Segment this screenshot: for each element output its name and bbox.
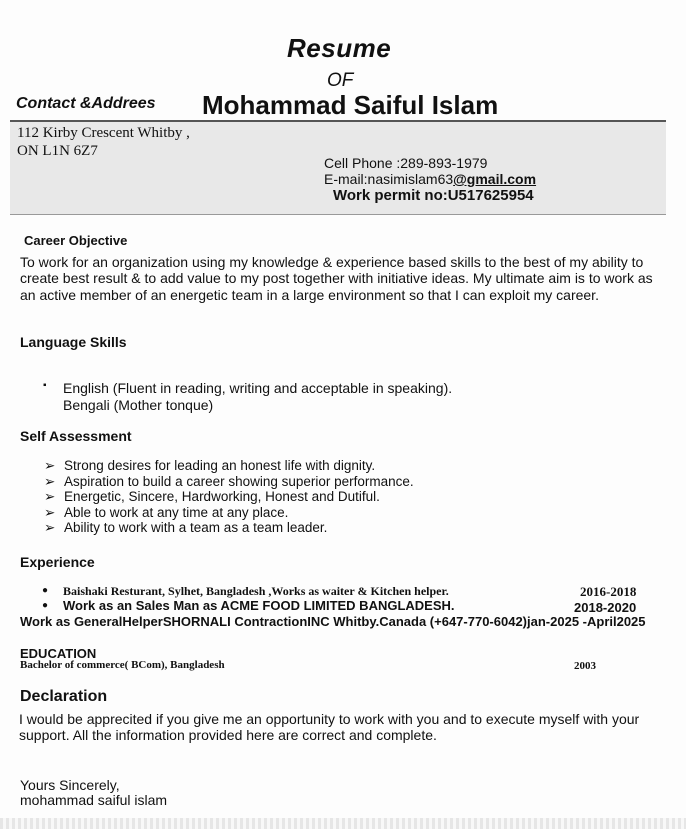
declaration-heading: Declaration [20,688,108,705]
career-objective-heading: Career Objective [24,233,128,248]
page-edge-divider [0,818,686,829]
closing-salutation: Yours Sincerely, [20,777,120,793]
list-item [44,489,414,505]
signer-name: mohammad saiful islam [20,792,168,808]
work-permit: Work permit no:U517625954 [333,187,534,204]
education-degree: Bachelor of commerce( BCom), Bangladesh [20,659,225,671]
list-item-text: Energetic, Sincere, Hardworking, Honest and Dutiful. [64,489,380,505]
arrow-bullet-icon: ➢ [44,473,56,489]
language-skills-heading: Language Skills [20,334,127,350]
list-item-text: Aspiration to build a career showing superior performance. [64,473,414,489]
email-prefix: E-mail:nasimislam63 [324,171,454,187]
experience-item-1-years: 2016-2018 [580,584,637,599]
arrow-bullet-icon: ➢ [44,489,56,505]
language-english: English (Fluent in reading, writing and acceptable in speaking). [63,380,453,396]
list-item [44,520,414,536]
arrow-bullet-icon: ➢ [44,520,56,536]
arrow-bullet-icon: ➢ [44,504,56,520]
cell-phone: Cell Phone :289-893-1979 [324,155,488,171]
experience-item-2-years: 2018-2020 [574,600,637,615]
address-line-2: ON L1N 6Z7 [17,143,98,159]
education-heading: EDUCATION [20,646,97,661]
person-name: Mohammad Saiful Islam [202,90,499,120]
list-item [44,458,414,474]
email [324,171,536,187]
language-bengali: Bengali (Mother tonque) [63,397,214,413]
experience-bullet: ● [42,585,49,596]
list-item-text: Ability to work with a team as a team leader. [64,520,328,536]
list-item [44,474,414,490]
experience-item-1: Baishaki Resturant, Sylhet, Bangladesh ,Works as waiter & Kitchen helper. [63,584,449,598]
career-objective-text: To work for an organization using my knowledge & experience based skills to the best of my ability to create best result & to add value to my post together with initiative ideas. My ultimate aim is to work as an active member of an energetic team in a large environment so that I can exploit my career. [20,254,653,303]
list-item-text: Strong desires for leading an honest life with dignity. [64,458,376,473]
email-domain: @gmail.com [453,171,537,187]
self-assessment-heading: Self Assessment [20,428,132,444]
list-item [44,505,414,521]
language-bullet: ▪ [43,380,47,391]
experience-bullet: ● [42,600,49,611]
resume-of-label: OF [327,70,354,91]
contact-heading: Contact &Addrees [16,95,156,112]
declaration-text: I would be apprecited if you give me an opportunity to work with you and to execute myself with your support. All the information provided here are correct and complete. [19,711,640,744]
address-line-1: 112 Kirby Crescent Whitby , [17,125,190,141]
self-assessment-list [44,458,414,536]
experience-item-2: Work as an Sales Man as ACME FOOD LIMITED BANGLADESH. [63,598,455,613]
experience-item-3: Work as GeneralHelperSHORNALI ContractionINC Whitby.Canada (+647-770-6042)jan-2025 -April2025 [20,614,646,629]
experience-heading: Experience [20,554,95,570]
arrow-bullet-icon: ➢ [44,458,56,473]
resume-title: Resume [287,33,392,63]
education-year: 2003 [574,660,596,672]
list-item-text: Able to work at any time at any place. [64,504,289,520]
